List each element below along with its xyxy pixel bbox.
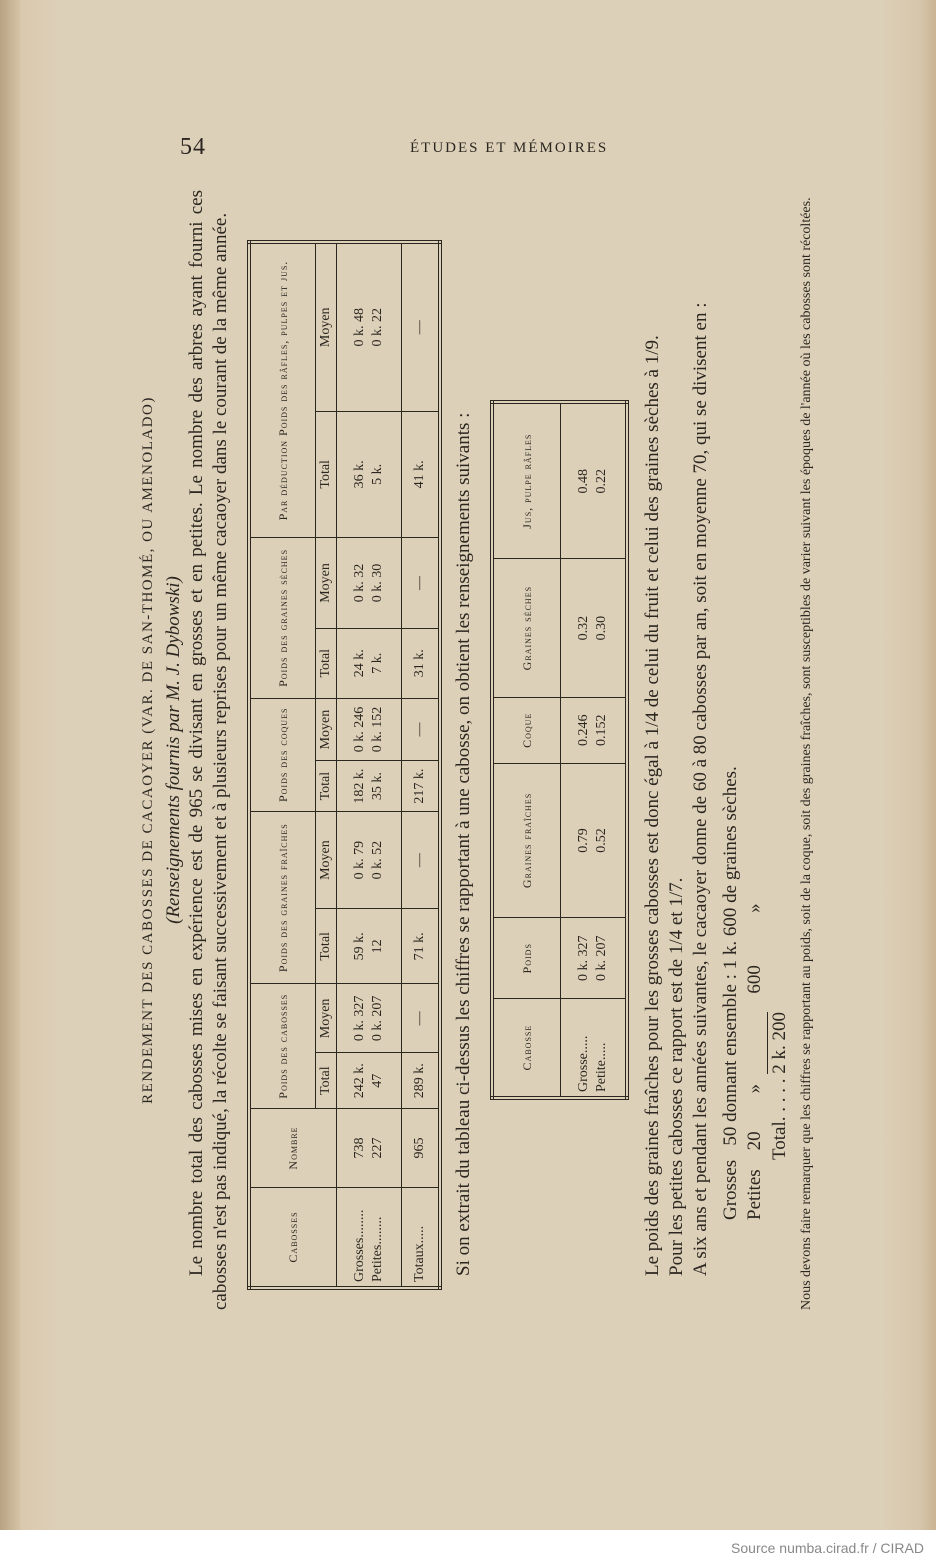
tot-gs-moyen: — — [402, 538, 441, 629]
cell-cab-moyen: 0 k. 327 0 k. 207 — [337, 984, 402, 1053]
tot-cab-moyen: — — [402, 984, 441, 1053]
th-poids-cabosses: Poids des cabosses — [249, 984, 316, 1109]
tot-ded-moyen: — — [402, 242, 441, 411]
source-credit: Source numba.cirad.fr / CIRAD — [731, 1540, 924, 1556]
table-row — [337, 242, 402, 1288]
section-title: RENDEMENT DES CABOSSES DE CACAOYER (VAR. DE SAN-THOMÉ, OU AMENOLADO) — [140, 396, 156, 1104]
cell-gs-moyen: 0 k. 32 0 k. 30 — [337, 538, 402, 629]
table-row — [561, 402, 628, 1098]
conclusion-paragraphs — [641, 190, 713, 1310]
paragraph-1: Le nombre total des cabosses mises en expérience est de 965 se divisant en grosses et en petites. Le nombre des arbres ayant fourni ces cabosses n'est pas indiqué, la récolte se faisant successivement et à plusieurs reprises pour un même cacaoyer dans le courant de la même année. — [186, 190, 231, 1310]
th2-poids: Poids — [492, 918, 561, 999]
section-subtitle: (Renseignements fournis par M. J. Dybowski) — [163, 576, 184, 924]
th-moyen: Moyen — [316, 538, 337, 629]
cell-cab-total: 242 k. 47 — [337, 1053, 402, 1109]
tot-nombre: 965 — [402, 1109, 441, 1188]
calc-total-value: 2 k. 200 — [769, 1011, 790, 1074]
cell-coq-total: 182 k. 35 k. — [337, 761, 402, 812]
cell-ded-total: 36 k. 5 k. — [337, 411, 402, 538]
t2-graines-seches: 0.32 0.30 — [561, 559, 628, 698]
th2-coque: Coque — [492, 697, 561, 763]
th-moyen: Moyen — [316, 811, 337, 908]
th-cabosses: Cabosses — [249, 1188, 337, 1289]
th-total: Total — [316, 909, 337, 984]
totals-row — [402, 242, 441, 1288]
paragraph-5: A six ans et pendant les années suivantes, le cacaoyer donne de 60 à 80 cabosses par an, soit en moyenne 70, qui se divisent en : — [690, 302, 711, 1276]
cell-gf-moyen: 0 k. 79 0 k. 52 — [337, 811, 402, 908]
th2-graines-fraiches: Graines fraîches — [492, 763, 561, 918]
row-labels — [337, 1188, 402, 1289]
tot-gs-total: 31 k. — [402, 628, 441, 698]
footnote: Nous devons faire remarquer que les chiffres se rapportant au poids, soit de la coque, soit des graines fraîches, sont susceptibles de varier suivant les époques de l'année où les cabosses sont récoltées. — [799, 197, 814, 1310]
paragraph-3: Le poids des graines fraîches pour les grosses cabosses est donc égal à 1/4 de celui du fruit et celui des graines sèches à 1/9. — [642, 335, 663, 1276]
cell-nombre: 738 227 — [337, 1109, 402, 1188]
paragraph-2-wrap — [452, 190, 476, 1310]
rotated-content — [140, 160, 900, 1340]
th-moyen: Moyen — [316, 698, 337, 761]
label-petites: Petites........ — [370, 1216, 385, 1282]
cell-coq-moyen: 0 k. 246 0 k. 152 — [337, 698, 402, 761]
th-total: Total — [316, 761, 337, 812]
th-nombre: Nombre — [249, 1109, 337, 1188]
per-cabosse-table — [490, 400, 629, 1100]
th-poids-graines-fraiches: Poids des graines fraîches — [249, 811, 316, 984]
calc-total-label: Total. . . . . — [769, 1073, 790, 1160]
tot-coq-moyen: — — [402, 698, 441, 761]
calc-line-grosses: Grosses 50 donnant ensemble : 1 k. 600 de graines sèches. — [720, 766, 741, 1220]
running-head: ÉTUDES ET MÉMOIRES — [410, 140, 609, 156]
th2-jus: Jus, pulpe râfles — [492, 402, 561, 559]
cell-ded-moyen: 0 k. 48 0 k. 22 — [337, 242, 402, 411]
cell-gf-total: 59 k. 12 — [337, 909, 402, 984]
t2-labels: Grosse..... Petite..... — [561, 999, 628, 1098]
calc-line-petites: Petites 20 » 600 » — [744, 903, 765, 1220]
th2-graines-seches: Graines sèches — [492, 559, 561, 698]
tot-coq-total: 217 k. — [402, 761, 441, 812]
calc-total — [767, 160, 792, 1220]
cell-gs-total: 24 k. 7 k. — [337, 628, 402, 698]
tot-gf-total: 71 k. — [402, 909, 441, 984]
th-total: Total — [316, 628, 337, 698]
page-binding-edge — [0, 0, 20, 1530]
t2-jus: 0.48 0.22 — [561, 402, 628, 559]
tot-gf-moyen: — — [402, 811, 441, 908]
t2-poids: 0 k. 327 0 k. 207 — [561, 918, 628, 999]
paragraph-4: Pour les petites cabosses ce rapport est de 1/4 et 1/7. — [666, 877, 687, 1276]
th-total: Total — [316, 1053, 337, 1109]
totals-label: Totaux..... — [402, 1188, 441, 1289]
t2-coque: 0.246 0.152 — [561, 697, 628, 763]
th-total: Total — [316, 411, 337, 538]
label-grosses: Grosses........ — [352, 1209, 367, 1282]
th-poids-coques: Poids des coques — [249, 698, 316, 811]
th-moyen: Moyen — [316, 984, 337, 1053]
th2-cabosse: Cabosse — [492, 999, 561, 1098]
tot-ded-total: 41 k. — [402, 411, 441, 538]
paragraph-2: Si on extrait du tableau ci-dessus les chiffres se rapportant à une cabosse, on obtient les renseignements suivants : — [453, 412, 474, 1276]
yield-table — [247, 240, 442, 1290]
seed-calculation — [719, 160, 792, 1220]
intro-paragraph — [185, 190, 233, 1310]
th-deduction: Par déduction Poids des râfles, pulpes et jus. — [249, 242, 316, 538]
th-poids-graines-seches: Poids des graines sèches — [249, 538, 316, 699]
th-moyen: Moyen — [316, 242, 337, 411]
t2-graines-fraiches: 0.79 0.52 — [561, 763, 628, 918]
page-number: 54 — [180, 134, 206, 160]
tot-cab-total: 289 k. — [402, 1053, 441, 1109]
